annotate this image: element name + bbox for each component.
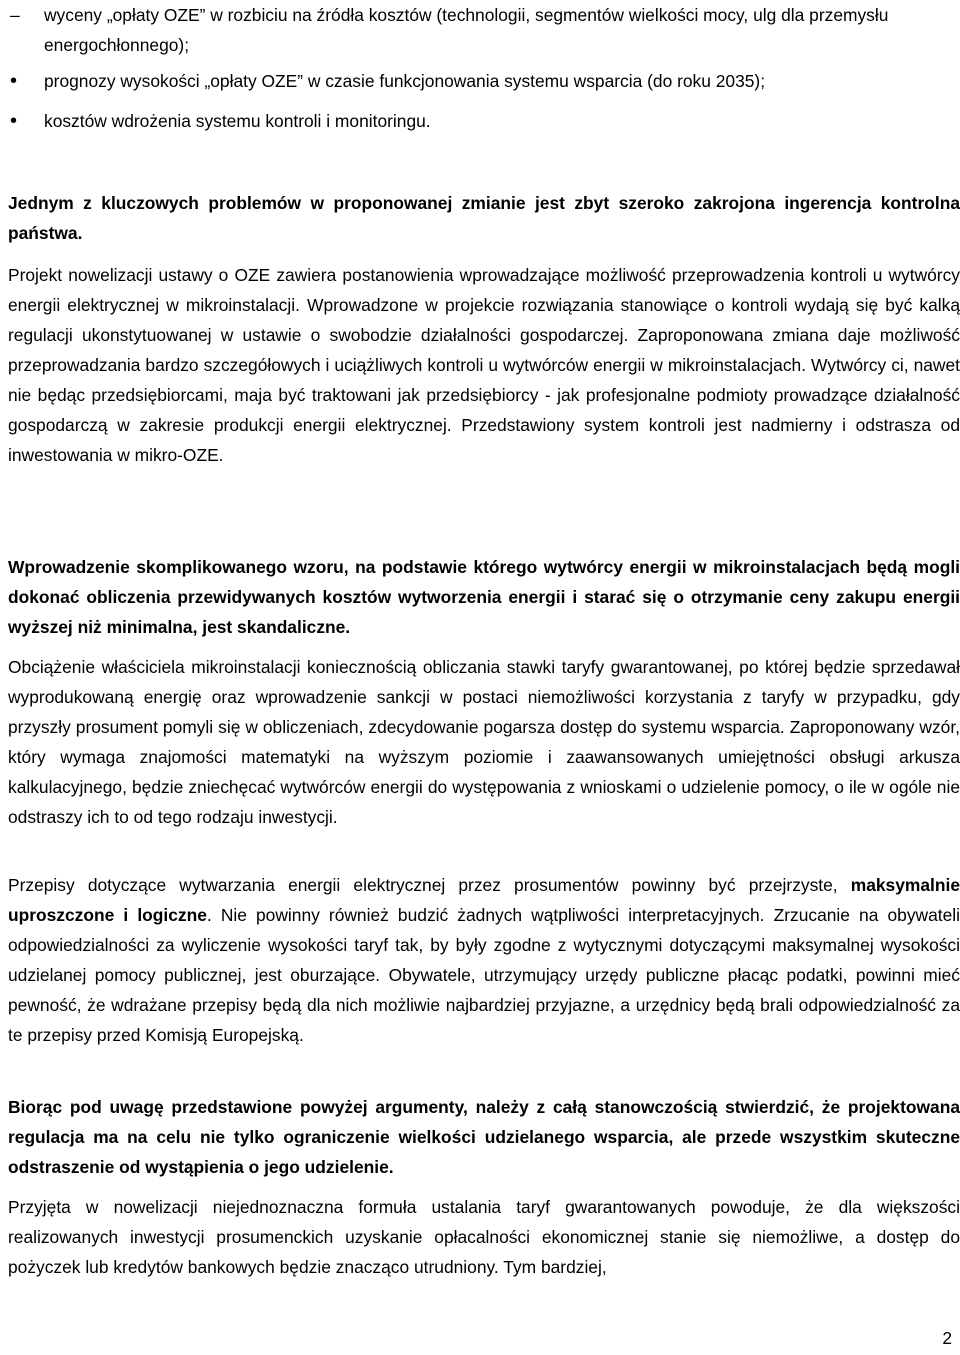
paragraph: Obciążenie właściciela mikroinstalacji koniecznością obliczania stawki taryfy gwarantowanej, po której będzie sprzedawał wyprodukowaną energię oraz wprowadzenie sankcji w postaci niemożliwości korzystania z taryfy w przypadku, gdy przyszły prosument pomyli się w obliczeniach, zdecydowanie pogarsza dostęp do systemu wsparcia. Zaproponowany wzór, który wymaga znajomości matematyki na wyższym poziomie i zaawansowanych umiejętności obsługi arkusza kalkulacyjnego, będzie zniechęcać wytwórców energii do występowania z wnioskami o udzielenie pomocy, o ile w ogóle nie odstraszy ich to od tego rodzaju inwestycji. (8, 657, 960, 827)
paragraph-bold: Biorąc pod uwagę przedstawione powyżej argumenty, należy z całą stanowczością stwierdzić, że projektowana regulacja ma na celu nie tylko ograniczenie wielkości udzielanego wsparcia, ale przede wszystkim skuteczne odstraszenie od wystąpienia o jego udzielenie. (8, 1097, 960, 1177)
paragraph-text: Przepisy dotyczące wytwarzania energii elektrycznej przez prosumentów powinny być przejrzyste, (8, 875, 851, 895)
bullet-marker: • (10, 70, 18, 92)
dash-marker: – (10, 5, 20, 25)
page-number: 2 (942, 1328, 952, 1348)
paragraph-mixed (8, 870, 960, 1050)
list-item: wyceny „opłaty OZE” w rozbiciu na źródła kosztów (technologii, segmentów wielkości mocy, ulg dla przemysłu energochłonnego); (44, 5, 889, 55)
bullet-marker: • (10, 110, 18, 132)
paragraph-text: . Nie powinny również budzić żadnych wątpliwości interpretacyjnych. Zrzucanie na obywateli odpowiedzialności za wyliczenie wysokości taryf tak, by były zgodne z wytycznymi dotyczącymi maksymalnej wysokości udzielanej pomocy publicznej, jest oburzające. Obywatele, utrzymujący urzędy publiczne płacąc podatki, powinni mieć pewność, że wdrażane przepisy będą dla nich możliwie najbardziej przyjazne, a urzędnicy będą brali odpowiedzialność za te przepisy przed Komisją Europejską. (8, 905, 960, 1045)
paragraph: Przyjęta w nowelizacji niejednoznaczna formuła ustalania taryf gwarantowanych powoduje, że dla większości realizowanych inwestycji prosumenckich uzyskanie opłacalności ekonomicznej stanie się niemożliwe, a dostęp do pożyczek lub kredytów bankowych będzie znacząco utrudniony. Tym bardziej, (8, 1197, 960, 1277)
paragraph-bold: Wprowadzenie skomplikowanego wzoru, na podstawie którego wytwórcy energii w mikroinstalacjach będą mogli dokonać obliczenia przewidywanych kosztów wytworzenia energii i starać się o otrzymanie ceny zakupu energii wyższej niż minimalna, jest skandaliczne. (8, 557, 960, 637)
paragraph: Projekt nowelizacji ustawy o OZE zawiera postanowienia wprowadzające możliwość przeprowadzenia kontroli u wytwórcy energii elektrycznej w mikroinstalacji. Wprowadzone w projekcie rozwiązania stanowiące o kontroli wydają się być kalką regulacji ukonstytuowanej w ustawie o swobodzie działalności gospodarczej. Zaproponowana zmiana daje możliwość przeprowadzania bardzo szczegółowych i uciążliwych kontroli u wytwórców energii w mikroinstalacjach. Wytwórcy ci, nawet nie będąc przedsiębiorcami, maja być traktowani jak przedsiębiorcy - jak profesjonalne podmioty prowadzące działalność gospodarczą w zakresie produkcji energii elektrycznej. Przedstawiony system kontroli jest nadmierny i odstrasza od inwestowania w mikro-OZE. (8, 265, 960, 465)
paragraph-emphasis: maksymalnie uproszczone i logiczne (8, 875, 960, 925)
paragraph-bold: Jednym z kluczowych problemów w proponowanej zmianie jest zbyt szeroko zakrojona ingerencja kontrolna państwa. (8, 193, 960, 243)
list-item: kosztów wdrożenia systemu kontroli i monitoringu. (44, 111, 431, 131)
list-item: prognozy wysokości „opłaty OZE” w czasie funkcjonowania systemu wsparcia (do roku 2035); (44, 71, 766, 91)
